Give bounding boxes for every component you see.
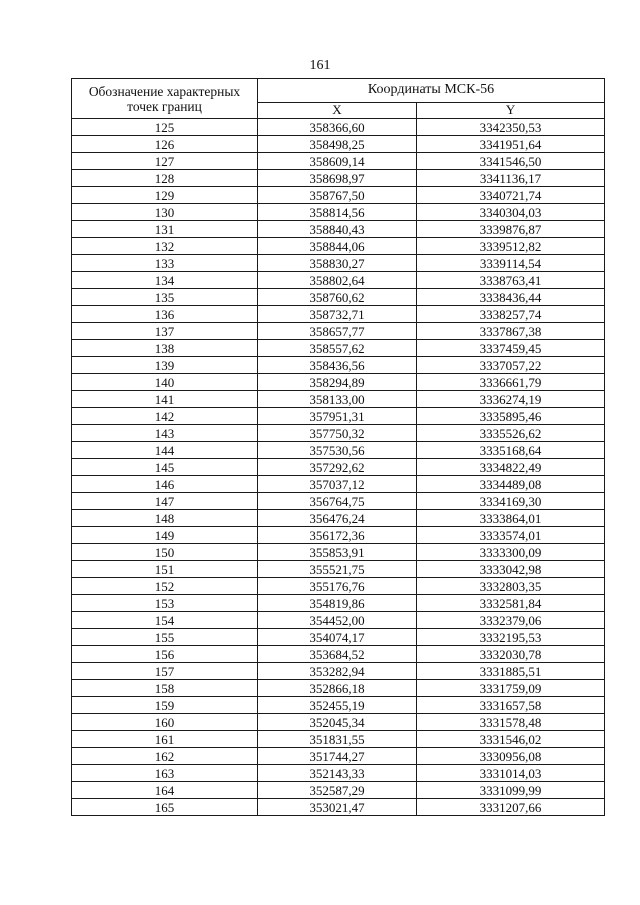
table-row	[72, 306, 605, 323]
x-coordinate-cell: 358657,77	[258, 323, 417, 340]
point-cell: 158	[72, 680, 258, 697]
x-coordinate-cell: 358498,25	[258, 136, 417, 153]
point-cell: 126	[72, 136, 258, 153]
y-coordinate-cell: 3335895,46	[417, 408, 605, 425]
table-row	[72, 340, 605, 357]
point-cell: 160	[72, 714, 258, 731]
point-cell: 149	[72, 527, 258, 544]
table-row	[72, 289, 605, 306]
table-row	[72, 442, 605, 459]
table-row	[72, 680, 605, 697]
table-row	[72, 136, 605, 153]
x-coordinate-cell: 353282,94	[258, 663, 417, 680]
y-coordinate-cell: 3341951,64	[417, 136, 605, 153]
x-coordinate-cell: 355853,91	[258, 544, 417, 561]
y-coordinate-cell: 3332581,84	[417, 595, 605, 612]
point-cell: 132	[72, 238, 258, 255]
x-coordinate-cell: 355176,76	[258, 578, 417, 595]
point-cell: 147	[72, 493, 258, 510]
page-number: 161	[309, 58, 331, 73]
table-row	[72, 425, 605, 442]
table-row	[72, 595, 605, 612]
x-coordinate-cell: 358840,43	[258, 221, 417, 238]
coordinate-system-header: Координаты МСК-56	[258, 79, 605, 103]
point-cell: 161	[72, 731, 258, 748]
table-row	[72, 170, 605, 187]
x-coordinate-cell: 358294,89	[258, 374, 417, 391]
table-row	[72, 204, 605, 221]
table-row	[72, 153, 605, 170]
y-coordinate-cell: 3331207,66	[417, 799, 605, 816]
point-cell: 156	[72, 646, 258, 663]
y-coordinate-cell: 3337867,38	[417, 323, 605, 340]
x-coordinate-cell: 358698,97	[258, 170, 417, 187]
x-coordinate-cell: 358609,14	[258, 153, 417, 170]
x-coordinate-cell: 352045,34	[258, 714, 417, 731]
point-cell: 145	[72, 459, 258, 476]
table-row	[72, 663, 605, 680]
point-cell: 153	[72, 595, 258, 612]
x-coordinate-cell: 358814,56	[258, 204, 417, 221]
y-coordinate-cell: 3330956,08	[417, 748, 605, 765]
point-cell: 140	[72, 374, 258, 391]
point-cell: 162	[72, 748, 258, 765]
y-coordinate-cell: 3337459,45	[417, 340, 605, 357]
table-row	[72, 510, 605, 527]
x-coordinate-cell: 357750,32	[258, 425, 417, 442]
y-coordinate-cell: 3333574,01	[417, 527, 605, 544]
point-cell: 129	[72, 187, 258, 204]
table-row	[72, 476, 605, 493]
x-coordinate-cell: 358557,62	[258, 340, 417, 357]
table-row	[72, 578, 605, 595]
point-cell: 150	[72, 544, 258, 561]
table-row	[72, 323, 605, 340]
table-row	[72, 187, 605, 204]
point-cell: 136	[72, 306, 258, 323]
x-coordinate-cell: 352143,33	[258, 765, 417, 782]
y-coordinate-cell: 3331759,09	[417, 680, 605, 697]
table-row	[72, 561, 605, 578]
x-coordinate-cell: 358802,64	[258, 272, 417, 289]
table-row	[72, 799, 605, 816]
y-coordinate-cell: 3333042,98	[417, 561, 605, 578]
table-row	[72, 748, 605, 765]
y-coordinate-cell: 3333300,09	[417, 544, 605, 561]
x-coordinate-cell: 351831,55	[258, 731, 417, 748]
y-coordinate-cell: 3339876,87	[417, 221, 605, 238]
point-cell: 155	[72, 629, 258, 646]
x-coordinate-cell: 358844,06	[258, 238, 417, 255]
coordinates-table	[71, 78, 605, 816]
y-coordinate-cell: 3342350,53	[417, 119, 605, 136]
y-coordinate-cell: 3334489,08	[417, 476, 605, 493]
y-coordinate-cell: 3331657,58	[417, 697, 605, 714]
x-coordinate-cell: 358366,60	[258, 119, 417, 136]
point-cell: 141	[72, 391, 258, 408]
x-coordinate-cell: 356172,36	[258, 527, 417, 544]
y-coordinate-cell: 3341546,50	[417, 153, 605, 170]
y-coordinate-cell: 3332803,35	[417, 578, 605, 595]
y-coordinate-cell: 3336274,19	[417, 391, 605, 408]
point-cell: 139	[72, 357, 258, 374]
point-cell: 137	[72, 323, 258, 340]
x-coordinate-cell: 357530,56	[258, 442, 417, 459]
y-coordinate-cell: 3331099,99	[417, 782, 605, 799]
point-cell: 165	[72, 799, 258, 816]
x-coordinate-cell: 356764,75	[258, 493, 417, 510]
y-coordinate-cell: 3339114,54	[417, 255, 605, 272]
x-coordinate-cell: 358767,50	[258, 187, 417, 204]
point-cell: 164	[72, 782, 258, 799]
x-coordinate-cell: 358760,62	[258, 289, 417, 306]
x-coordinate-cell: 354074,17	[258, 629, 417, 646]
x-coordinate-cell: 356476,24	[258, 510, 417, 527]
y-coordinate-cell: 3341136,17	[417, 170, 605, 187]
point-cell: 131	[72, 221, 258, 238]
x-coordinate-cell: 357037,12	[258, 476, 417, 493]
table-row	[72, 493, 605, 510]
table-row	[72, 238, 605, 255]
table-row	[72, 374, 605, 391]
x-coordinate-cell: 357292,62	[258, 459, 417, 476]
y-coordinate-cell: 3339512,82	[417, 238, 605, 255]
x-coordinate-cell: 352587,29	[258, 782, 417, 799]
table-row	[72, 119, 605, 136]
x-coordinate-cell: 358732,71	[258, 306, 417, 323]
point-cell: 127	[72, 153, 258, 170]
x-coordinate-cell: 358830,27	[258, 255, 417, 272]
x-column-header: X	[258, 102, 417, 118]
table-row	[72, 765, 605, 782]
point-cell: 134	[72, 272, 258, 289]
table-row	[72, 357, 605, 374]
point-cell: 148	[72, 510, 258, 527]
y-coordinate-cell: 3335168,64	[417, 442, 605, 459]
point-cell: 135	[72, 289, 258, 306]
y-coordinate-cell: 3331546,02	[417, 731, 605, 748]
table-row	[72, 459, 605, 476]
point-cell: 130	[72, 204, 258, 221]
y-coordinate-cell: 3338257,74	[417, 306, 605, 323]
table-row	[72, 612, 605, 629]
point-column-header: Обозначение характерных точек границ	[72, 79, 258, 119]
point-cell: 163	[72, 765, 258, 782]
y-coordinate-cell: 3332195,53	[417, 629, 605, 646]
y-coordinate-cell: 3332030,78	[417, 646, 605, 663]
point-cell: 154	[72, 612, 258, 629]
x-coordinate-cell: 357951,31	[258, 408, 417, 425]
point-cell: 138	[72, 340, 258, 357]
y-coordinate-cell: 3340721,74	[417, 187, 605, 204]
point-cell: 125	[72, 119, 258, 136]
point-cell: 144	[72, 442, 258, 459]
y-coordinate-cell: 3338763,41	[417, 272, 605, 289]
point-cell: 151	[72, 561, 258, 578]
y-coordinate-cell: 3338436,44	[417, 289, 605, 306]
table-row	[72, 731, 605, 748]
x-coordinate-cell: 354819,86	[258, 595, 417, 612]
x-coordinate-cell: 352866,18	[258, 680, 417, 697]
y-coordinate-cell: 3331885,51	[417, 663, 605, 680]
y-coordinate-cell: 3340304,03	[417, 204, 605, 221]
point-cell: 142	[72, 408, 258, 425]
x-coordinate-cell: 352455,19	[258, 697, 417, 714]
y-coordinate-cell: 3336661,79	[417, 374, 605, 391]
x-coordinate-cell: 353684,52	[258, 646, 417, 663]
table-row	[72, 272, 605, 289]
table-row	[72, 408, 605, 425]
y-coordinate-cell: 3333864,01	[417, 510, 605, 527]
y-column-header: Y	[417, 102, 605, 118]
x-coordinate-cell: 358436,56	[258, 357, 417, 374]
table-row	[72, 221, 605, 238]
x-coordinate-cell: 353021,47	[258, 799, 417, 816]
table-row	[72, 714, 605, 731]
point-cell: 146	[72, 476, 258, 493]
x-coordinate-cell: 354452,00	[258, 612, 417, 629]
x-coordinate-cell: 358133,00	[258, 391, 417, 408]
table-body	[72, 119, 605, 816]
point-cell: 152	[72, 578, 258, 595]
y-coordinate-cell: 3334822,49	[417, 459, 605, 476]
table-row	[72, 629, 605, 646]
point-cell: 159	[72, 697, 258, 714]
y-coordinate-cell: 3334169,30	[417, 493, 605, 510]
table-row	[72, 697, 605, 714]
table-row	[72, 255, 605, 272]
table-row	[72, 391, 605, 408]
x-coordinate-cell: 351744,27	[258, 748, 417, 765]
point-cell: 143	[72, 425, 258, 442]
point-cell: 133	[72, 255, 258, 272]
table-header	[72, 79, 605, 119]
y-coordinate-cell: 3332379,06	[417, 612, 605, 629]
x-coordinate-cell: 355521,75	[258, 561, 417, 578]
y-coordinate-cell: 3331578,48	[417, 714, 605, 731]
y-coordinate-cell: 3331014,03	[417, 765, 605, 782]
point-cell: 157	[72, 663, 258, 680]
table-row	[72, 527, 605, 544]
point-cell: 128	[72, 170, 258, 187]
table-row	[72, 544, 605, 561]
y-coordinate-cell: 3337057,22	[417, 357, 605, 374]
table-row	[72, 646, 605, 663]
table-row	[72, 782, 605, 799]
y-coordinate-cell: 3335526,62	[417, 425, 605, 442]
